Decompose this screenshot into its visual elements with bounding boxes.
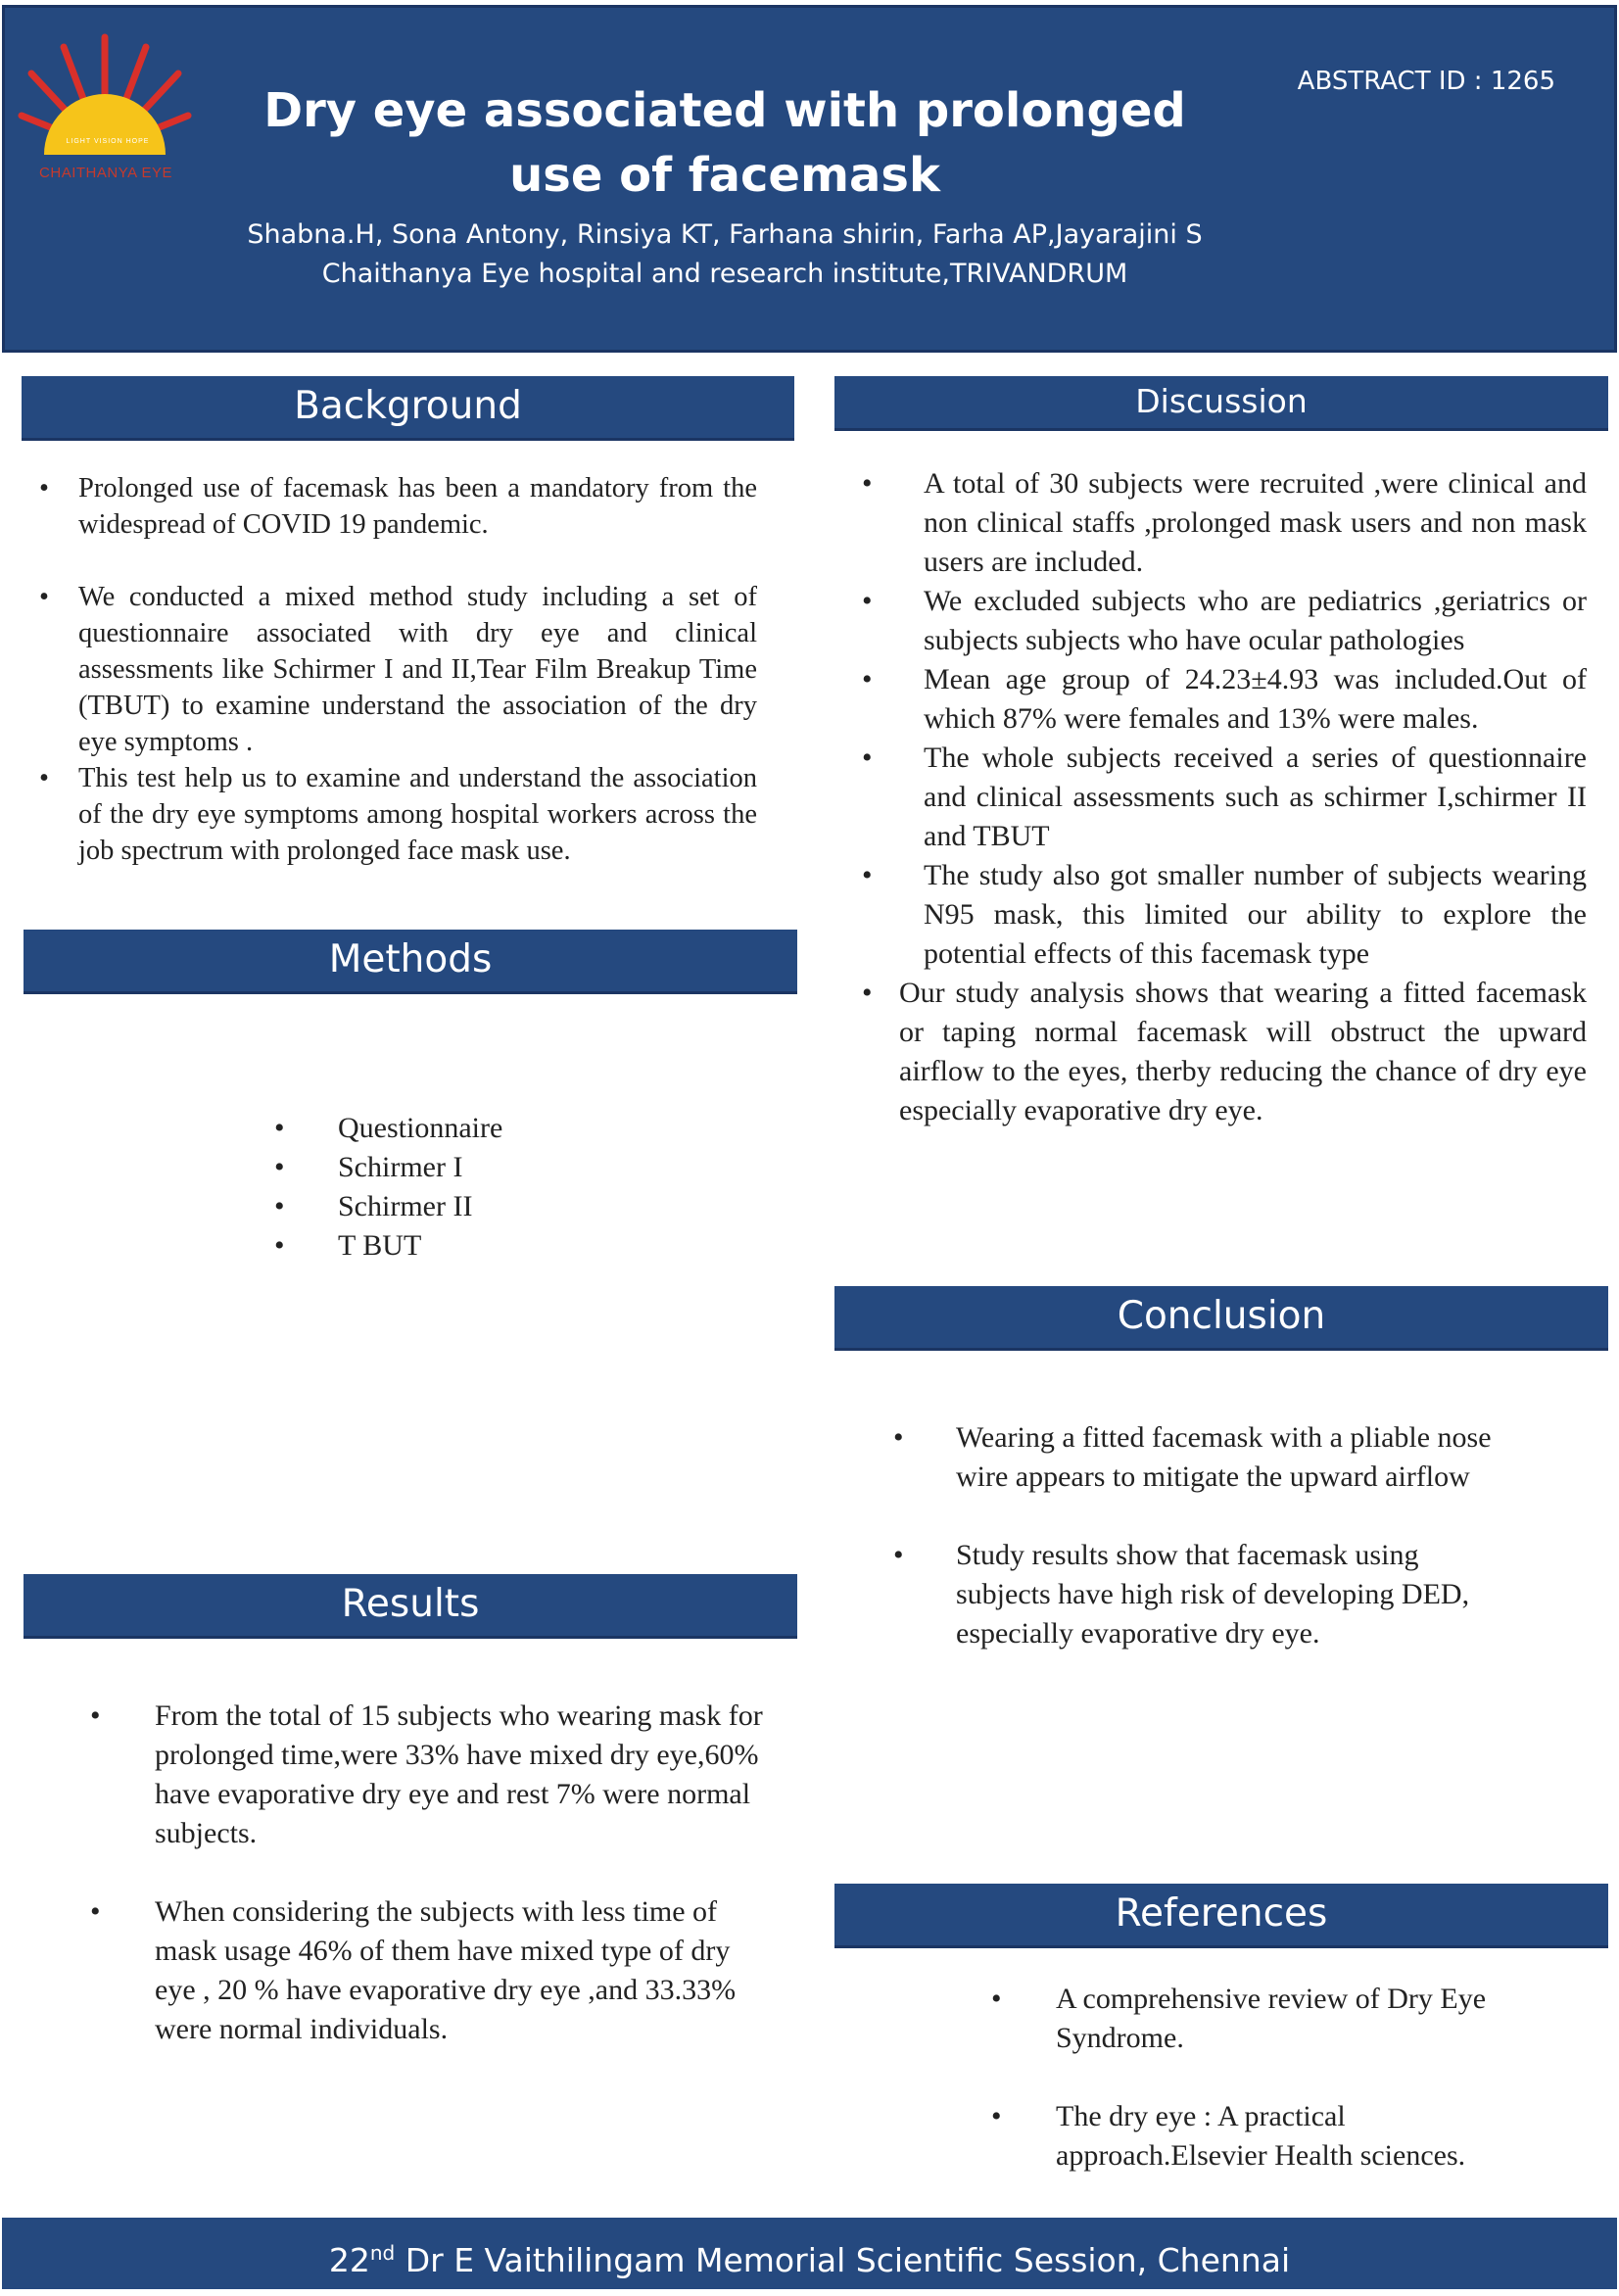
background-heading: Background	[294, 384, 522, 428]
bullet: •	[39, 473, 49, 503]
list-item	[274, 1226, 666, 1266]
poster-footer	[2, 2218, 1617, 2289]
methods-item-4: T BUT	[338, 1229, 422, 1262]
list-item	[862, 974, 1587, 1130]
discussion-body	[862, 464, 1587, 1130]
list-item	[862, 856, 1587, 974]
list-item	[862, 660, 1587, 739]
methods-body	[274, 1109, 666, 1266]
results-heading: Results	[341, 1582, 480, 1626]
conclusion-heading: Conclusion	[1117, 1294, 1326, 1338]
methods-item-1: Questionnaire	[338, 1112, 503, 1144]
section-heading-methods	[24, 930, 797, 994]
list-item	[274, 1187, 666, 1226]
bullet: •	[862, 663, 873, 695]
results-body	[90, 1697, 766, 2049]
section-heading-discussion	[834, 376, 1608, 431]
reference-item-2: The dry eye : A practical approach.Elsevier Health sciences.	[1056, 2100, 1466, 2172]
list-item	[39, 470, 757, 543]
discussion-item-2: We excluded subjects who are pediatrics ,geriatrics or subjects subjects who have ocular pathologies	[924, 585, 1587, 656]
list-item	[39, 579, 757, 760]
list-item	[893, 1418, 1520, 1497]
list-item	[39, 760, 757, 869]
list-item	[90, 1697, 766, 1853]
background-item-3: This test help us to examine and understand the association of the dry eye symptoms among hospital workers across the job spectrum with prolonged face mask use.	[78, 763, 757, 866]
bullet: •	[274, 1112, 285, 1144]
footer-event-name: Dr E Vaithilingam Memorial Scientific Session, Chennai	[395, 2241, 1291, 2279]
list-item	[90, 1892, 766, 2049]
bullet: •	[862, 859, 873, 891]
list-item	[893, 1536, 1520, 1653]
bullet: •	[90, 1895, 101, 1928]
list-item	[274, 1148, 666, 1187]
section-heading-results	[24, 1574, 797, 1639]
institute-name: Chaithanya Eye hospital and research institute,TRIVANDRUM	[321, 259, 1128, 289]
bullet: •	[39, 582, 49, 612]
poster-header	[2, 5, 1617, 353]
bullet: •	[862, 977, 873, 1009]
list-item	[274, 1109, 666, 1148]
section-heading-conclusion	[834, 1286, 1608, 1351]
bullet: •	[991, 2100, 1002, 2132]
bullet: •	[893, 1421, 904, 1454]
bullet: •	[991, 1983, 1002, 2015]
list-item	[991, 2097, 1540, 2176]
bullet: •	[862, 585, 873, 617]
bullet: •	[862, 467, 873, 500]
results-item-2: When considering the subjects with less time of mask usage 46% of them have mixed type of dry eye , 20 % have evaporative dry eye ,and 33.33% were normal individuals.	[155, 1895, 737, 2045]
list-item	[991, 1980, 1540, 2058]
author-list: Shabna.H, Sona Antony, Rinsiya KT, Farhana shirin, Farha AP,Jayarajini S	[247, 219, 1203, 250]
discussion-item-6: Our study analysis shows that wearing a fitted facemask or taping normal facemask will obstruct the upward airflow to the eyes, therby reducing the chance of dry eye especially evaporative dry eye.	[899, 977, 1587, 1126]
list-item	[862, 464, 1587, 582]
methods-heading: Methods	[328, 937, 493, 981]
methods-item-2: Schirmer I	[338, 1151, 463, 1183]
section-heading-background	[22, 376, 794, 441]
discussion-item-3: Mean age group of 24.23±4.93 was included.Out of which 87% were females and 13% were males.	[924, 663, 1587, 735]
footer-ordinal-suffix: nd	[369, 2241, 396, 2265]
bullet: •	[274, 1151, 285, 1183]
list-item	[862, 582, 1587, 660]
conclusion-body	[893, 1418, 1520, 1653]
list-item	[862, 739, 1587, 856]
poster-title: Dry eye associated with prolonged use of facemask	[263, 83, 1186, 203]
discussion-item-1: A total of 30 subjects were recruited ,were clinical and non clinical staffs ,prolonged mask users and non mask users are included.	[924, 467, 1587, 578]
conclusion-item-2: Study results show that facemask using subjects have high risk of developing DED, especially evaporative dry eye.	[956, 1539, 1470, 1650]
discussion-item-5: The study also got smaller number of subjects wearing N95 mask, this limited our ability to explore the potential effects of this facemask type	[924, 859, 1587, 970]
bullet: •	[39, 763, 49, 793]
references-body	[991, 1980, 1540, 2176]
bullet: •	[862, 741, 873, 774]
bullet: •	[274, 1190, 285, 1222]
background-item-2: We conducted a mixed method study including a set of questionnaire associated with dry eye and clinical assessments like Schirmer I and II,Tear Film Breakup Time (TBUT) to examine understand the association of the dry eye symptoms .	[78, 582, 757, 757]
results-item-1: From the total of 15 subjects who wearing mask for prolonged time,were 33% have mixed dry eye,60% have evaporative dry eye and rest 7% were normal subjects.	[155, 1699, 763, 1849]
authors-block	[215, 215, 1234, 294]
bullet: •	[893, 1539, 904, 1571]
bullet: •	[274, 1229, 285, 1262]
background-body	[39, 470, 757, 869]
background-item-1: Prolonged use of facemask has been a mandatory from the widespread of COVID 19 pandemic.	[78, 473, 757, 540]
bullet: •	[90, 1699, 101, 1732]
section-heading-references	[834, 1884, 1608, 1948]
reference-item-1: A comprehensive review of Dry Eye Syndrome.	[1056, 1983, 1487, 2054]
discussion-heading: Discussion	[1135, 382, 1308, 420]
footer-ordinal: 22	[328, 2241, 370, 2279]
references-heading: References	[1115, 1891, 1328, 1936]
abstract-id: ABSTRACT ID : 1265	[1297, 67, 1555, 96]
methods-item-3: Schirmer II	[338, 1190, 473, 1222]
discussion-item-4: The whole subjects received a series of questionnaire and clinical assessments such as schirmer I,schirmer II and TBUT	[924, 741, 1587, 852]
conclusion-item-1: Wearing a fitted facemask with a pliable nose wire appears to mitigate the upward airflow	[956, 1421, 1492, 1493]
logo-tagline: LIGHT VISION HOPE	[66, 138, 150, 145]
logo-text: CHAITHANYA EYE	[39, 165, 172, 181]
